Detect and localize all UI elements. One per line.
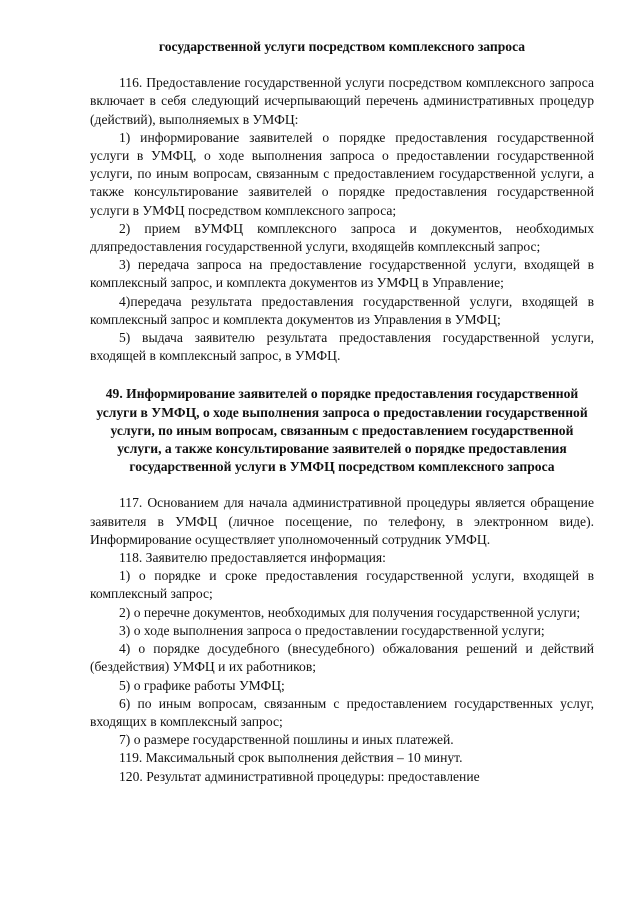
info-item-6: 6) по иным вопросам, связанным с предоставлением государственных услуг, входящих в комплексный запрос; [90, 695, 594, 729]
paragraph-117: 117. Основанием для начала административной процедуры является обращение заявителя в УМФЦ (личное посещение, по телефону, в электронном виде). Информирование осуществляет уполномоченный сотрудник УМФЦ. [90, 495, 594, 547]
section-49-body [90, 494, 594, 785]
procedure-item-2: 2) прием вУМФЦ комплексного запроса и документов, необходимых дляпредоставления государственной услуги, входящейв комплексный запрос; [90, 220, 594, 255]
procedure-item-5: 5) выдача заявителю результата предоставления государственной услуги, входящей в комплексный запрос, в УМФЦ. [90, 330, 594, 364]
procedures-list [90, 74, 594, 365]
info-item-5: 5) о графике работы УМФЦ; [119, 677, 285, 693]
paragraph-120: 120. Результат административной процедуры: предоставление [119, 768, 480, 784]
procedure-item-4: 4)передача результата предоставления государственной услуги, входящей в комплексный запрос и комплекта документов из Управления в УМФЦ; [90, 293, 594, 327]
info-item-4: 4) о порядке досудебного (внесудебного) обжалования решений и действий (бездействия) УМФЦ и их работников; [90, 641, 594, 675]
paragraph-118: 118. Заявителю предоставляется информация: [119, 550, 386, 566]
info-item-1: 1) о порядке и сроке предоставления государственной услуги, входящей в комплексный запрос; [90, 568, 594, 602]
info-item-2: 2) о перечне документов, необходимых для получения государственной услуги; [119, 604, 581, 620]
top-heading: государственной услуги посредством комплексного запроса [158, 39, 526, 54]
info-item-7: 7) о размере государственной пошлины и иных платежей. [119, 732, 454, 748]
procedure-item-1: 1) информирование заявителей о порядке предоставления государственной услуги в УМФЦ, о ходе выполнения запроса о предоставлении государственной услуги, по иным вопросам, связанным с предоставлением государственной услуги, а также консультирование заявителей о порядке предоставления государственной услуги в УМФЦ посредством комплексного запроса; [90, 129, 594, 218]
paragraph-116: 116. Предоставление государственной услуги посредством комплексного запроса включает в себя следующий исчерпывающий перечень административных процедур (действий), выполняемых в УМФЦ: [90, 75, 594, 127]
paragraph-119: 119. Максимальный срок выполнения действия – 10 минут. [119, 750, 463, 766]
document-page [90, 30, 594, 786]
info-item-3: 3) о ходе выполнения запроса о предоставлении государственной услуги; [119, 622, 545, 638]
section-heading-49: 49. Информирование заявителей о порядке предоставления государственной услуги в УМФЦ, о ходе выполнения запроса о предоставлении государственной услуги, по иным вопросам, связанным с предоставлением государственной услуги, а также консультирование заявителей о порядке предоставления государственной услуги в УМФЦ посредством комплексного запроса [96, 386, 588, 475]
procedure-item-3: 3) передача запроса на предоставление государственной услуги, входящей в комплексный запрос, и комплекта документов из УМФЦ в Управление; [90, 257, 594, 291]
